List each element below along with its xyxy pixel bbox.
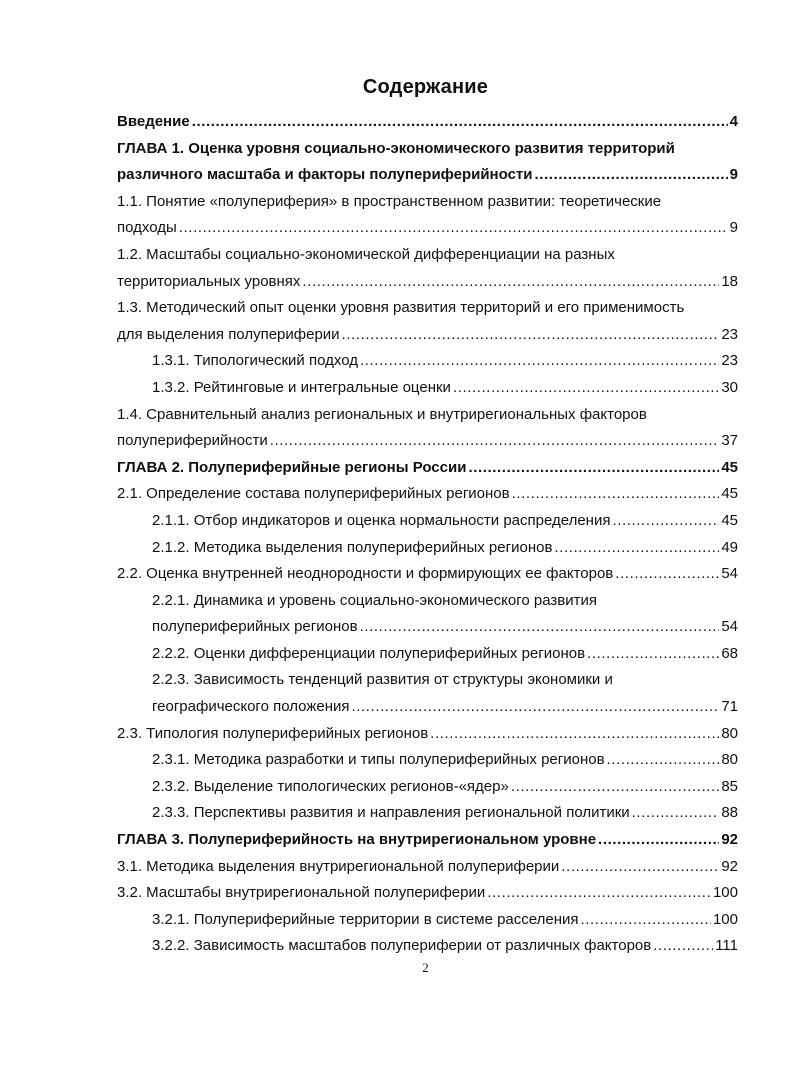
- toc-entry-last-line: [117, 322, 738, 349]
- toc-entry-last-line: [152, 747, 738, 774]
- toc-entry-text: 3.2. Масштабы внутрирегиональной полупериферии: [117, 884, 486, 902]
- toc-page-number: 30: [721, 378, 738, 396]
- toc-entry-last-line: [152, 348, 738, 375]
- toc-entry-line: [117, 189, 738, 216]
- toc-entry-text: 3.1. Методика выделения внутрирегиональной полупериферии: [117, 857, 560, 875]
- toc-entry-text: 2.2. Оценка внутренней неоднородности и формирующих ее факторов: [117, 565, 614, 583]
- toc-entry-last-line: [117, 269, 738, 296]
- toc-entry-s2-3-3: [117, 800, 738, 827]
- toc-dot-leader: [632, 800, 720, 827]
- toc-page-number: 23: [721, 352, 738, 370]
- toc-dot-leader: [554, 535, 719, 562]
- toc-entry-ch2: [117, 455, 738, 482]
- toc-entry-s2-2-1: [117, 588, 738, 641]
- toc-entry-s2-3-1: [117, 747, 738, 774]
- toc-entry-text: различного масштаба и факторы полупериферийности: [117, 166, 533, 184]
- table-of-contents: [117, 109, 738, 960]
- toc-entry-last-line: [117, 481, 738, 508]
- toc-entry-s2-2-2: [117, 641, 738, 668]
- toc-entry-last-line: [117, 854, 738, 881]
- toc-dot-leader: [179, 215, 728, 242]
- toc-page-number: 80: [721, 724, 738, 742]
- toc-dot-leader: [430, 721, 719, 748]
- toc-entry-s1-1: [117, 189, 738, 242]
- toc-entry-s1-4: [117, 402, 738, 455]
- toc-entry-line: [117, 295, 738, 322]
- toc-dot-leader: [270, 428, 720, 455]
- toc-entry-last-line: [117, 162, 738, 189]
- toc-entry-text: ГЛАВА 1. Оценка уровня социально-экономического развития территорий: [117, 139, 675, 157]
- toc-entry-line: [152, 667, 738, 694]
- toc-dot-leader: [587, 641, 719, 668]
- toc-page-number: 68: [721, 644, 738, 662]
- toc-entry-text: географического положения: [152, 698, 350, 716]
- toc-entry-s2-1-2: [117, 535, 738, 562]
- toc-entry-last-line: [152, 614, 738, 641]
- toc-dot-leader: [607, 747, 720, 774]
- toc-page-number: 49: [721, 538, 738, 556]
- toc-page-number: 4: [729, 113, 738, 130]
- toc-entry-text: 2.3.1. Методика разработки и типы полупериферийных регионов: [152, 751, 605, 769]
- toc-entry-text: 2.1. Определение состава полупериферийных регионов: [117, 485, 510, 503]
- toc-entry-last-line: [117, 721, 738, 748]
- toc-page-number: 85: [721, 777, 738, 795]
- toc-entry-text: 1.3.2. Рейтинговые и интегральные оценки: [152, 378, 451, 396]
- toc-dot-leader: [511, 774, 719, 801]
- toc-page-number: 18: [721, 272, 738, 290]
- toc-page-number: 9: [729, 219, 738, 237]
- toc-entry-last-line: [117, 561, 738, 588]
- toc-entry-line: [152, 588, 738, 615]
- toc-dot-leader: [302, 269, 719, 296]
- toc-page-number: 45: [721, 458, 738, 476]
- toc-entry-s2-3-2: [117, 774, 738, 801]
- toc-entry-last-line: [152, 694, 738, 721]
- toc-dot-leader: [615, 561, 719, 588]
- toc-entry-s1-3-1: [117, 348, 738, 375]
- toc-entry-text: полупериферийности: [117, 432, 268, 450]
- toc-entry-s2-3: [117, 721, 738, 748]
- toc-entry-text: 2.2.3. Зависимость тенденций развития от структуры экономики и: [152, 671, 613, 689]
- toc-entry-line: [117, 136, 738, 163]
- toc-entry-last-line: [117, 109, 738, 136]
- toc-entry-s2-1: [117, 481, 738, 508]
- toc-page-number: 37: [721, 432, 738, 450]
- toc-entry-text: 2.3.3. Перспективы развития и направления региональной политики: [152, 804, 630, 822]
- toc-dot-leader: [598, 827, 719, 854]
- toc-entry-s2-1-1: [117, 508, 738, 535]
- toc-entry-text: подходы: [117, 219, 177, 237]
- toc-entry-text: 2.1.2. Методика выделения полупериферийных регионов: [152, 538, 553, 556]
- toc-entry-last-line: [152, 535, 738, 562]
- toc-entry-ch3: [117, 827, 738, 854]
- toc-entry-last-line: [117, 215, 738, 242]
- toc-entry-s3-2-2: [117, 933, 738, 960]
- toc-entry-text: полупериферийных регионов: [152, 618, 358, 636]
- toc-dot-leader: [453, 375, 719, 402]
- toc-dot-leader: [612, 508, 719, 535]
- toc-page-number: 71: [721, 698, 738, 716]
- toc-entry-text: для выделения полупериферии: [117, 325, 340, 343]
- toc-entry-text: территориальных уровнях: [117, 272, 301, 290]
- toc-entry-text: 2.2.2. Оценки дифференциации полупериферийных регионов: [152, 644, 586, 662]
- toc-entry-s3-2: [117, 880, 738, 907]
- toc-entry-last-line: [117, 880, 738, 907]
- toc-dot-leader: [561, 854, 719, 881]
- toc-entry-text: ГЛАВА 2. Полупериферийные регионы России: [117, 458, 467, 476]
- toc-page-number: 23: [721, 325, 738, 343]
- toc-page-number: 111: [715, 937, 738, 955]
- toc-entry-last-line: [117, 455, 738, 482]
- page-number: 2: [422, 960, 429, 975]
- toc-page-number: 92: [721, 831, 738, 849]
- toc-dot-leader: [192, 109, 728, 136]
- toc-dot-leader: [581, 907, 711, 934]
- toc-dot-leader: [342, 322, 720, 349]
- toc-entry-s3-2-1: [117, 907, 738, 934]
- toc-entry-text: 1.3. Методический опыт оценки уровня развития территорий и его применимость: [117, 299, 685, 317]
- toc-page-number: 100: [712, 884, 738, 902]
- toc-entry-s2-2: [117, 561, 738, 588]
- toc-entry-last-line: [152, 933, 738, 960]
- toc-dot-leader: [360, 614, 720, 641]
- toc-entry-line: [117, 242, 738, 269]
- toc-entry-text: 3.2.2. Зависимость масштабов полупериферии от различных факторов: [152, 937, 652, 955]
- toc-entry-last-line: [152, 800, 738, 827]
- toc-page-number: 100: [712, 910, 738, 928]
- toc-entry-s3-1: [117, 854, 738, 881]
- toc-entry-last-line: [152, 774, 738, 801]
- toc-dot-leader: [468, 455, 719, 482]
- toc-dot-leader: [653, 933, 713, 960]
- page-title: Содержание: [362, 76, 489, 98]
- toc-entry-s1-3: [117, 295, 738, 348]
- toc-entry-text: 2.3. Типология полупериферийных регионов: [117, 724, 429, 742]
- toc-page-number: 92: [721, 857, 738, 875]
- toc-page-number: 45: [721, 485, 738, 503]
- toc-entry-s1-3-2: [117, 375, 738, 402]
- toc-dot-leader: [512, 481, 720, 508]
- toc-entry-text: 2.3.2. Выделение типологических регионов-«ядер»: [152, 777, 509, 795]
- toc-dot-leader: [351, 694, 719, 721]
- toc-page-number: 54: [721, 618, 738, 636]
- toc-entry-text: ГЛАВА 3. Полупериферийность на внутрирегиональном уровне: [117, 831, 597, 849]
- toc-entry-last-line: [117, 428, 738, 455]
- toc-entry-s1-2: [117, 242, 738, 295]
- toc-page-number: 88: [721, 804, 738, 822]
- toc-page-number: 45: [721, 511, 738, 529]
- toc-entry-last-line: [152, 907, 738, 934]
- toc-entry-last-line: [152, 641, 738, 668]
- toc-entry-text: 2.2.1. Динамика и уровень социально-экономического развития: [152, 591, 597, 609]
- toc-entry-text: 3.2.1. Полупериферийные территории в системе расселения: [152, 910, 579, 928]
- toc-entry-text: 1.2. Масштабы социально-экономической дифференциации на разных: [117, 245, 615, 263]
- toc-entry-last-line: [152, 375, 738, 402]
- toc-entry-intro: [117, 109, 738, 136]
- toc-entry-text: 1.3.1. Типологический подход: [152, 352, 358, 370]
- toc-entry-last-line: [152, 508, 738, 535]
- toc-entry-line: [117, 402, 738, 429]
- toc-entry-ch1: [117, 136, 738, 189]
- toc-dot-leader: [535, 162, 728, 189]
- toc-entry-text: 2.1.1. Отбор индикаторов и оценка нормальности распределения: [152, 511, 611, 529]
- toc-dot-leader: [487, 880, 711, 907]
- toc-page-number: 80: [721, 751, 738, 769]
- toc-dot-leader: [360, 348, 719, 375]
- toc-entry-s2-2-3: [117, 667, 738, 720]
- toc-entry-text: Введение: [117, 113, 190, 130]
- toc-entry-last-line: [117, 827, 738, 854]
- toc-entry-text: 1.4. Сравнительный анализ региональных и внутрирегиональных факторов: [117, 405, 647, 423]
- toc-entry-text: 1.1. Понятие «полупериферия» в пространственном развитии: теоретические: [117, 192, 662, 210]
- toc-page-number: 9: [729, 166, 738, 184]
- toc-page-number: 54: [721, 565, 738, 583]
